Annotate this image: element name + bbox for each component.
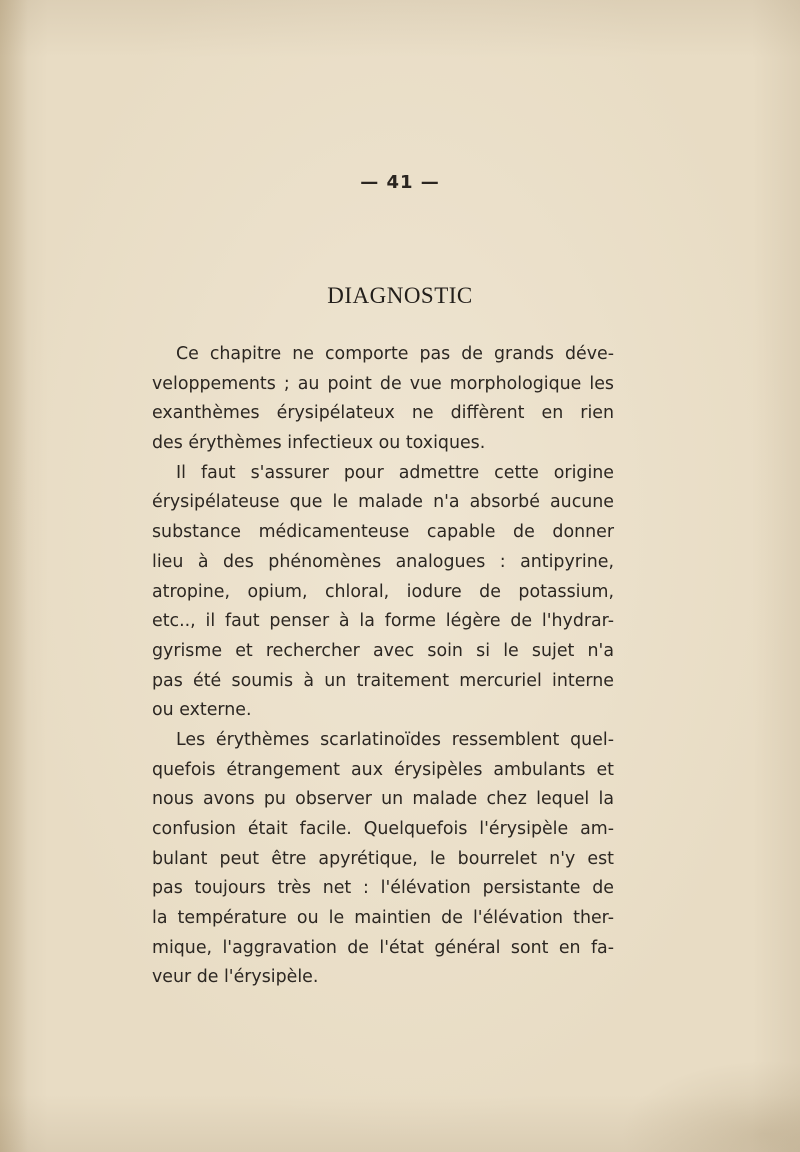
text-line: Les érythèmes scarlatinoïdes ressemblent quel-	[176, 729, 614, 750]
text-line: la température ou le maintien de l'élévation ther-	[152, 908, 614, 929]
text-line: confusion était facile. Quelquefois l'érysipèle am-	[152, 819, 614, 839]
text-line: gyrisme et rechercher avec soin si le sujet n'a	[152, 640, 614, 661]
text-line: ou externe.	[152, 700, 252, 721]
page-number: — 41 —	[360, 172, 440, 193]
text-line: substance médicamenteuse capable de donner	[152, 522, 614, 543]
text-line: Ce chapitre ne comporte pas de grands déve-	[176, 344, 614, 364]
page-corner-stain	[620, 1060, 800, 1152]
text-line: érysipélateuse que le malade n'a absorbé aucune	[152, 492, 614, 513]
text-line: atropine, opium, chloral, iodure de potassium,	[152, 581, 614, 602]
text-line: pas toujours très net : l'élévation persistante de	[152, 878, 614, 899]
text-line: veloppements ; au point de vue morphologique les	[152, 373, 614, 394]
text-line: lieu à des phénomènes analogues : antipyrine,	[152, 551, 614, 572]
text-line: nous avons pu observer un malade chez lequel la	[152, 789, 614, 810]
body-text	[152, 340, 614, 993]
text-line: bulant peut être apyrétique, le bourrelet n'y est	[152, 848, 614, 869]
text-line: veur de l'érysipèle.	[152, 967, 319, 988]
text-line: quefois étrangement aux érysipèles ambulants et	[152, 759, 614, 780]
text-line: etc.., il faut penser à la forme légère de l'hydrar-	[152, 611, 614, 632]
text-line: des érythèmes infectieux ou toxiques.	[152, 433, 486, 454]
text-line: mique, l'aggravation de l'état général sont en fa-	[152, 937, 614, 958]
text-line: Il faut s'assurer pour admettre cette origine	[176, 462, 614, 483]
text-line: exanthèmes érysipélateux ne diffèrent en rien	[152, 403, 614, 424]
text-line: pas été soumis à un traitement mercuriel interne	[152, 670, 614, 691]
section-heading: DIAGNOSTIC	[327, 283, 473, 308]
